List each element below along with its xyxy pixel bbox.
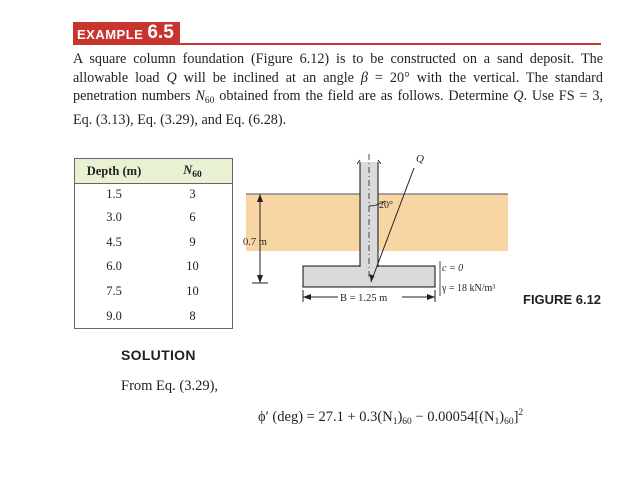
- foundation-figure: [236, 150, 516, 310]
- example-word: EXAMPLE: [77, 27, 144, 42]
- depth-cell: 6.0: [106, 259, 122, 274]
- unit-weight-label: γ = 18 kN/m³: [442, 283, 496, 294]
- friction-angle-equation: ϕ′ $(deg) = 27.1 + 0.3(N_1)_{60} - 0.00054[(N_1)_{60}]^2$: [258, 408, 524, 427]
- spt-table: [74, 158, 233, 329]
- table-row: [75, 279, 233, 304]
- table-row: [75, 184, 233, 206]
- table-row: [75, 230, 233, 255]
- depth-cell: 3.0: [106, 209, 122, 224]
- n60-cell: 8: [189, 308, 196, 323]
- cohesion-label: c = 0: [442, 263, 464, 274]
- n60-cell: 10: [186, 259, 199, 274]
- depth-cell: 4.5: [106, 234, 122, 249]
- n60-cell: 6: [189, 209, 196, 224]
- solution-heading: SOLUTION: [121, 347, 196, 363]
- load-label: Q: [416, 153, 424, 165]
- table-header-row: [75, 159, 233, 184]
- n60-cell: 10: [186, 283, 199, 298]
- width-label: B = 1.25 m: [340, 293, 388, 304]
- figure-caption: FIGURE 6.12: [523, 292, 602, 307]
- example-badge: [73, 22, 180, 44]
- depth-cell: 9.0: [106, 308, 122, 323]
- depth-cell: 7.5: [106, 283, 122, 298]
- n60-header: $N_{60}$: [153, 159, 233, 184]
- depth-header: Depth (m): [75, 159, 154, 184]
- n60-cell: 3: [189, 187, 196, 201]
- n60-cell: 9: [189, 234, 196, 249]
- example-number: 6.5: [147, 22, 174, 43]
- header-rule: [73, 43, 601, 45]
- problem-statement: A square column foundation (Figure 6.12) is to be constructed on a sand deposit. The allowable load Q will be inclined at an angle β = 20° with the vertical. The standard penetration numbers $N_{60}$ obtained from the field are as follows. Determine Q. Use FS = 3, Eq. (3.13), Eq. (3.29), and Eq. (6.28).: [73, 51, 603, 128]
- depth-cell: 1.5: [106, 187, 122, 201]
- table-row: [75, 254, 233, 279]
- table-row: [75, 205, 233, 230]
- angle-label: 20°: [379, 200, 393, 211]
- table-row: [75, 304, 233, 329]
- from-equation-text: From Eq. (3.29),: [121, 378, 219, 394]
- depth-label: 0.7 m: [243, 237, 267, 248]
